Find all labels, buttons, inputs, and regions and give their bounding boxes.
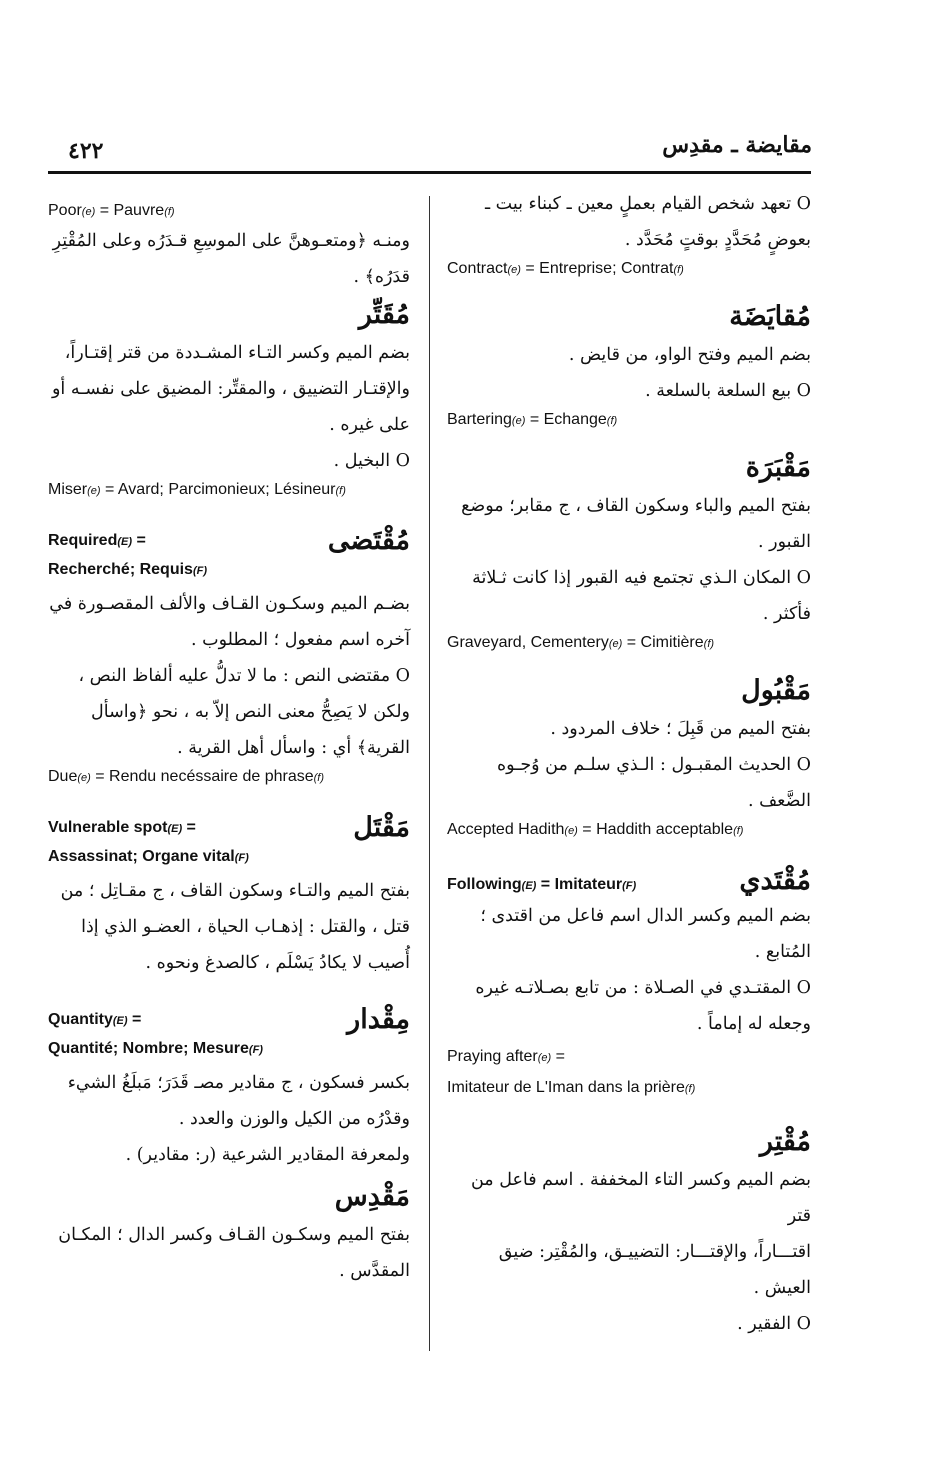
definition-line: العيش .: [753, 1278, 811, 1298]
header-rule: [48, 171, 811, 174]
translation: Praying after(e) =: [447, 1048, 565, 1065]
definition-line: بضم الميم وفتح الواو، من قايض .: [568, 345, 811, 365]
headword: مَقْدِس: [334, 1181, 410, 1212]
definition-line: اقتـــاراً، والإقتـــار: التضييـق، والمُقْتِر: ضيق: [498, 1242, 811, 1262]
definition-line: بفتح الميم وسكـون القـاف وكسر الدال ؛ المكـان: [58, 1225, 410, 1245]
headword-row: [48, 811, 410, 869]
definition-line: بفتح الميم من قَبِلَ ؛ خلاف المردود .: [550, 719, 811, 739]
definition-line: وجعله له إماماً .: [696, 1014, 811, 1034]
headword: مَقْبَرَة: [745, 452, 811, 483]
definition-line: آخره اسم مفعول ؛ المطلوب .: [190, 630, 410, 650]
entry-miqdar: [48, 1003, 410, 1173]
definition-line: O مقتضى النص : ما لا تدلُّ عليه ألفاظ النص ،: [78, 666, 410, 686]
definition-line: المُتابع .: [754, 942, 811, 962]
headword-translation-en: Required(E) =: [48, 532, 146, 549]
definition-line: قدَرُه﴾ .: [353, 267, 410, 287]
definition-line: بضم الميم وكسر التاء المخففة . اسم فاعل من قتر: [470, 1170, 811, 1226]
translation: Contract(e) = Entreprise; Contrat(f): [447, 260, 684, 277]
definition-line: بعوضٍ مُحَدَّدٍ بوقتٍ مُحَدَّد .: [624, 230, 811, 250]
headword: مُقْتِر: [759, 1126, 811, 1157]
page-header-title: مقايضة ـ مقدِس: [662, 132, 812, 158]
definition-line: المقدَّس .: [339, 1261, 410, 1281]
right-column: [447, 186, 811, 1342]
definition-line: ولمعرفة المقادير الشرعية (ر: مقادير) .: [125, 1145, 410, 1165]
entry-muqtir: [447, 1122, 811, 1342]
definition-line: الضَّعف .: [747, 791, 811, 811]
entry-muqtada: [48, 524, 410, 789]
entry-continued-contract: [447, 186, 811, 281]
translation: Accepted Hadith(e) = Haddith acceptable(f): [447, 821, 744, 838]
definition-line: بفتح الميم والتـاء وسكون القاف ، ج مقـاتِل ؛ من: [60, 881, 410, 901]
translation: Imitateur de L'Iman dans la prière(f): [447, 1079, 696, 1096]
definition-line: القرية﴾ أي : واسأل أهل القرية .: [177, 738, 410, 758]
headword-row: [48, 524, 410, 582]
headword-translation: [48, 524, 207, 582]
translation: Bartering(e) = Echange(f): [447, 411, 618, 428]
definition-line: والإقتـار التضييق ، والمقتِّر: المضيق على نفسـه أو: [51, 379, 410, 399]
translation: Due(e) = Rendu necéssaire de phrase(f): [48, 768, 325, 785]
definition-line: قتل ، والقتل : إذهـاب الحياة ، العضـو الذي إذا: [81, 917, 410, 937]
headword: مِقْدار: [347, 1004, 410, 1035]
definition-line: بضـم الميم وسكـون القـاف والألف المقصـورة في: [49, 594, 410, 614]
headword: مَقْبُول: [741, 675, 811, 706]
definition-line: بفتح الميم والباء وسكون القاف ، ج مقابر؛ موضع: [461, 496, 811, 516]
entry-maqbul: [447, 671, 811, 842]
headword-translation: Following(E) = Imitateur(F): [447, 876, 637, 893]
definition-line: O المقتـدي في الصـلاة : من تابع بصـلاتـه غيره: [475, 978, 811, 998]
entry-muqtadi: [447, 864, 811, 1100]
definition-line: ولكن لا يَصِحُّ معنى النص إلاّ به ، نحو ﴿واسأل: [91, 702, 410, 722]
headword: مُقْتَدي: [739, 865, 811, 896]
headword: مُقايَضَة: [729, 301, 811, 332]
headword-translation-fr: Recherché; Requis(F): [48, 561, 207, 578]
entry-maqdis: [48, 1177, 410, 1289]
entry-maqtal: [48, 811, 410, 981]
page-number: ٤٢٢: [68, 138, 104, 164]
definition-line: O بيع السلعة بالسلعة .: [645, 381, 811, 401]
definition-line: O الحديث المقبـول : الـذي سلـم من وُجـوه: [497, 755, 811, 775]
headword-translation: [48, 1003, 263, 1061]
definition-line: O المكان الـذي تجتمع فيه القبور إذا كانت ثـلاثة: [472, 568, 811, 588]
entry-muqattir: [48, 295, 410, 502]
definition-line: فأكثر .: [762, 604, 811, 624]
left-column: [48, 186, 410, 1289]
definition-line: وقدْرُه من الكيل والوزن والعدد .: [178, 1109, 410, 1129]
entry-muqayada: [447, 297, 811, 432]
headword-translation-en: Vulnerable spot(E) =: [48, 819, 196, 836]
headword-translation-en: Quantity(E) =: [48, 1011, 142, 1028]
definition-line: على غيره .: [329, 415, 410, 435]
definition-line: بضم الميم وكسر الدال اسم فاعل من اقتدى ؛: [480, 906, 811, 926]
definition-line: O تعهد شخص القيام بعملٍ معين ـ كبناء بيت ـ: [484, 194, 811, 214]
translation: Miser(e) = Avard; Parcimonieux; Lésineur(f): [48, 481, 346, 498]
headword: مَقْتَل: [353, 812, 410, 843]
entry-continued-poor: [48, 200, 410, 295]
definition-line: O البخيل .: [333, 451, 410, 471]
entry-maqbara: [447, 448, 811, 655]
headword: مُقَتِّر: [358, 299, 410, 330]
translation: Graveyard, Cementery(e) = Cimitière(f): [447, 634, 715, 651]
headword-translation-fr: Assassinat; Organe vital(F): [48, 848, 249, 865]
translation: Poor(e) = Pauvre(f): [48, 202, 175, 219]
headword-translation: [48, 811, 249, 869]
headword-translation-fr: Quantité; Nombre; Mesure(F): [48, 1040, 263, 1057]
headword: مُقْتَضى: [327, 525, 410, 556]
definition-line: بكسر فسكون ، ج مقادير مصـ قَدَرَ؛ مَبلَغُ الشيء: [67, 1073, 410, 1093]
headword-row: [447, 864, 811, 898]
headword-row: [48, 1003, 410, 1061]
definition-line: O الفقير .: [737, 1314, 811, 1334]
definition-line: بضم الميم وكسر التـاء المشـددة من قتر إقتـاراً،: [64, 343, 410, 363]
definition-line: ومنـه ﴿ومتعـوهنَّ على الموسِعِ قـدَرُه وعلى المُقْتِرِ: [52, 231, 410, 251]
column-divider: [429, 196, 430, 1351]
definition-line: أُصيب لا يكادُ يَسْلَم ، كالصدغ ونحوه .: [145, 953, 410, 973]
definition-line: القبور .: [758, 532, 811, 552]
